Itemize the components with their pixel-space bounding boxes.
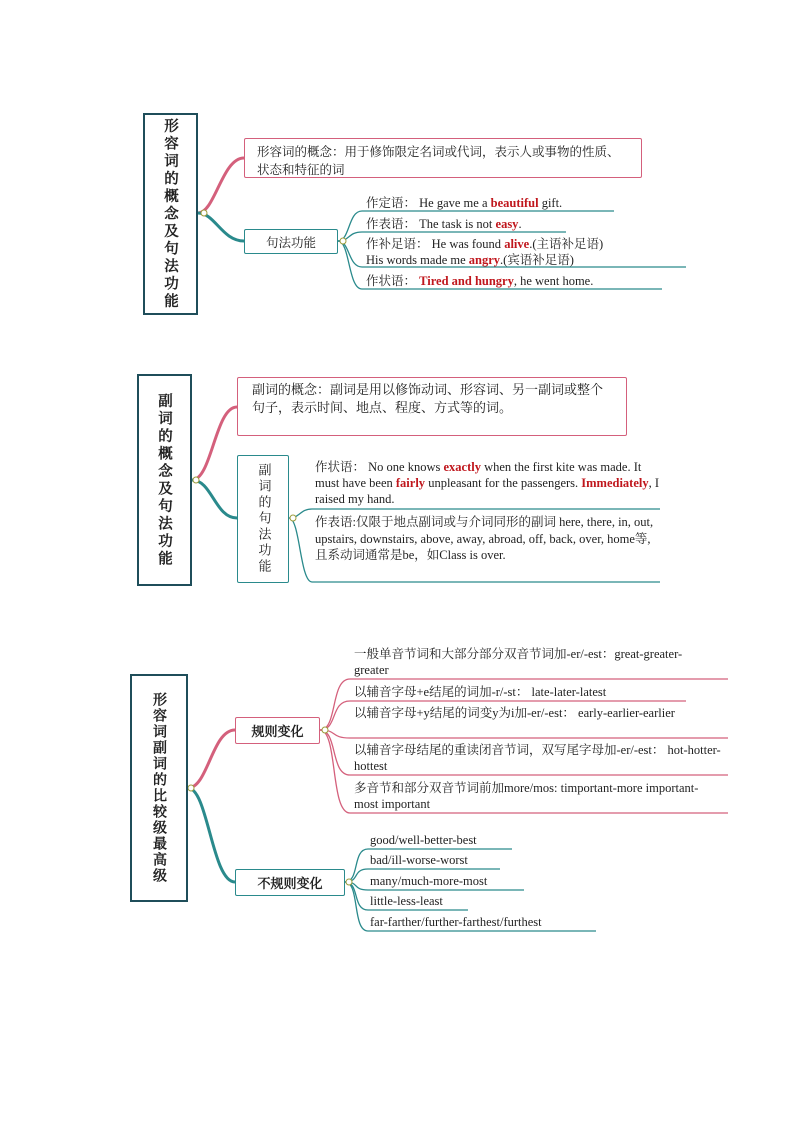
- map2-syntax-branch[interactable]: 副词的句法功能: [237, 455, 289, 583]
- map3-regular-rule-1: 一般单音节词和大部分部分双音节词加-er/-est：great-greater-greater: [354, 647, 683, 677]
- map3-regular-rule-2: 以辅音字母+e结尾的词加-r/-st： late-later-latest: [354, 685, 607, 699]
- map2-root-node[interactable]: 副词的概念及句法功能: [137, 374, 192, 586]
- map3-root-node[interactable]: 形容词副词的比较级最高级: [130, 674, 188, 902]
- map3-irregular-item-5: far-farther/further-farthest/furthest: [370, 915, 542, 929]
- map3-irregular-item-4: little-less-least: [370, 894, 443, 908]
- map1-syntax-branch[interactable]: 句法功能: [244, 229, 338, 254]
- map3-regular-branch[interactable]: 规则变化: [235, 717, 320, 744]
- map1-concept-node[interactable]: 形容词的概念：用于修饰限定名词或代词，表示人或事物的性质、状态和特征的词: [244, 138, 642, 178]
- map3-irregular-item-3: many/much-more-most: [370, 874, 488, 888]
- map3-regular-rule-5: 多音节和部分双音节词前加more/mos: timportant-more important-most important: [354, 781, 699, 811]
- map3-regular-rule-3: 以辅音字母+y结尾的词变y为i加-er/-est： early-earlier-earlier: [354, 706, 675, 720]
- map1-leaf-adverbial: 作状语： Tired and hungry, he went home.: [366, 274, 594, 288]
- map3-irregular-item-1: good/well-better-best: [370, 833, 477, 847]
- map3-regular-rule-4: 以辅音字母结尾的重读闭音节词，双写尾字母加-er/-est： hot-hotter-hottest: [354, 743, 721, 773]
- map1-leaf-predicative: 作表语： The task is not easy.: [366, 217, 522, 231]
- map2-leaf-predicative: 作表语:仅限于地点副词或与介词同形的副词 here, there, in, out, upstairs, downstairs, above, away, abroad, off, back, over, home等, 且系动词通常是be，如Class is over.: [315, 515, 654, 562]
- map2-concept-node[interactable]: 副词的概念：副词是用以修饰动词、形容词、另一副词或整个句子，表示时间、地点、程度、方式等的词。: [237, 377, 627, 436]
- map1-leaf-attributive: 作定语： He gave me a beautiful gift.: [366, 196, 563, 210]
- map3-irregular-branch[interactable]: 不规则变化: [235, 869, 345, 896]
- map1-root-node[interactable]: 形容词的概念及句法功能: [143, 113, 198, 315]
- map1-leaf-complement: 作补足语： He was found alive.(主语补足语) His words made me angry.(宾语补足语): [366, 237, 604, 267]
- map3-irregular-item-2: bad/ill-worse-worst: [370, 853, 468, 867]
- map2-leaf-adverbial: 作状语： No one knows exactly when the first kite was made. It must have been fairly unpleasant for the passengers. Immediately, I raised my hand.: [315, 460, 660, 506]
